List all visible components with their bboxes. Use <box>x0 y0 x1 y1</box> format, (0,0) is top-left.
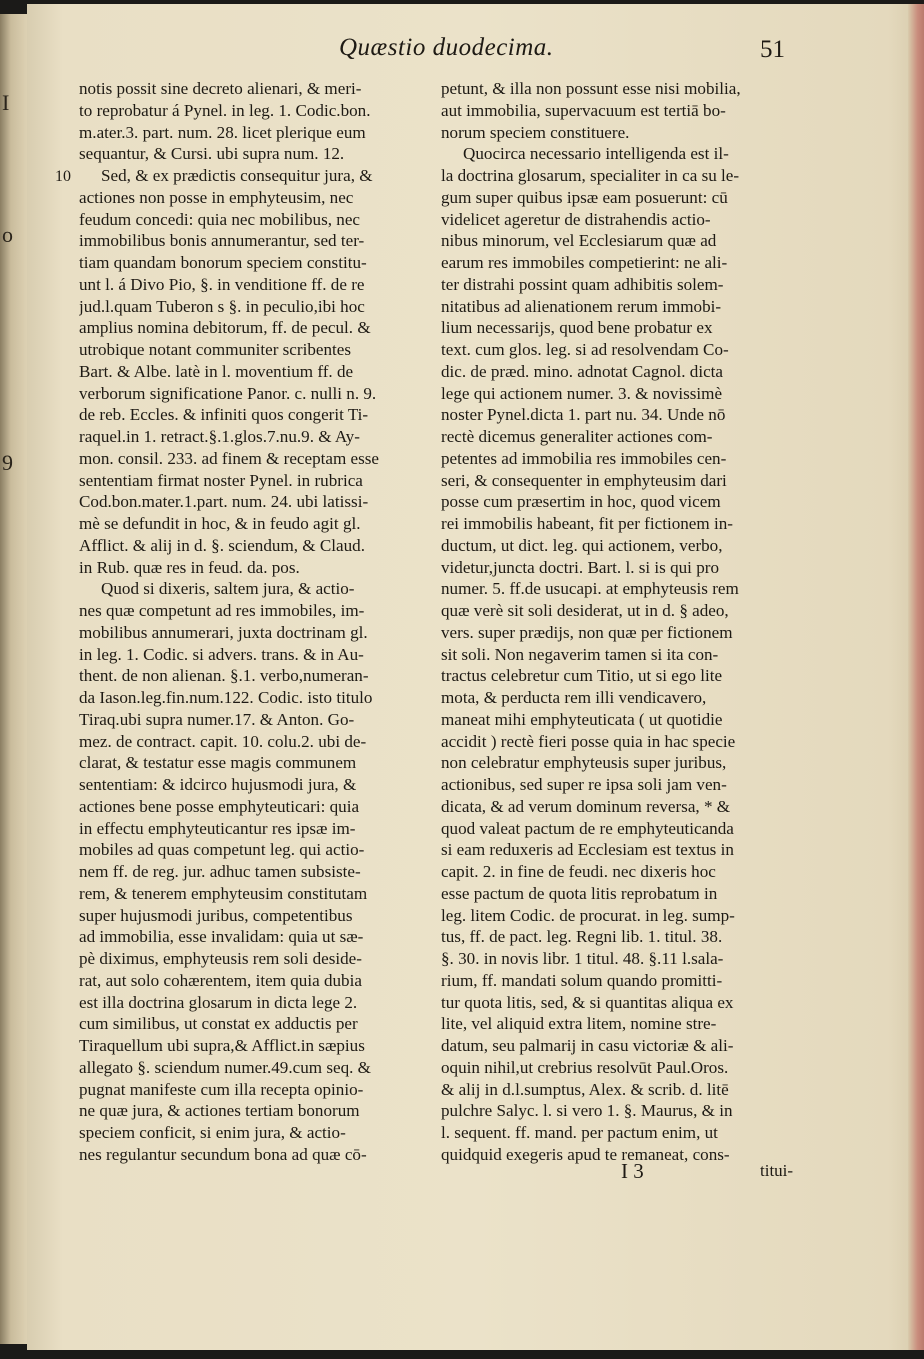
prev-page-mark: 9 <box>2 450 13 475</box>
text-line: in Rub. quæ res in feud. da. pos. <box>79 557 300 577</box>
text-line: gum super quibus ipsæ eam posuerunt: cū <box>441 187 728 207</box>
catchword: titui- <box>760 1161 794 1180</box>
text-line: quod valeat pactum de re emphyteuticanda <box>441 818 734 838</box>
text-line: non celebratur emphyteusis super juribus, <box>441 753 727 773</box>
text-line: Quod si dixeris, saltem jura, & actio- <box>101 579 355 599</box>
text-line: Quocirca necessario intelligenda est il- <box>463 144 729 164</box>
text-line: ne quæ jura, & actiones tertiam bonorum <box>79 1101 360 1121</box>
text-line: utrobique notant communiter scribentes <box>79 340 352 359</box>
text-line: de reb. Eccles. & infiniti quos congerit Ti- <box>79 405 369 425</box>
text-line: ad immobilia, esse invalidam: quia ut sæ- <box>79 927 364 947</box>
text-line: petentes ad immobilia res immobiles cen- <box>441 448 727 468</box>
text-line: rat, aut solo cohærentem, item quia dubia <box>79 970 362 990</box>
text-line: amplius nomina debitorum, ff. de pecul. & <box>79 318 371 338</box>
previous-page-edge <box>0 14 28 1344</box>
text-line: mè se defundit in hoc, & in feudo agit gl. <box>79 514 361 533</box>
text-line: videtur,juncta doctri. Bart. l. si is qui pro <box>441 557 719 577</box>
text-line: nibus minorum, vel Ecclesiarum quæ ad <box>441 231 717 251</box>
text-line: tractus celebretur cum Titio, ut si ego lite <box>441 666 723 686</box>
text-line: speciem conficit, si enim jura, & actio- <box>79 1123 346 1142</box>
text-line: earum res immobiles competierint: ne ali- <box>441 253 728 272</box>
text-line: posse cum præsertim in hoc, quod vicem <box>441 492 721 512</box>
text-line: vers. super prædijs, non quæ per fictionem <box>441 622 733 642</box>
text-line: actiones non posse in emphyteusim, nec <box>79 187 354 207</box>
text-line: da Iason.leg.fin.num.122. Codic. isto titulo <box>79 688 373 707</box>
text-line: sententiam: & idcirco hujusmodi jura, & <box>79 775 357 794</box>
text-line: nes quæ competunt ad res immobiles, im- <box>79 601 365 620</box>
text-line: dicata, & ad verum dominum reversa, * & <box>441 796 731 816</box>
text-line: mota, & perducta rem illi vendicavero, <box>441 688 707 707</box>
text-line: norum speciem constituere. <box>441 122 630 142</box>
text-line: quæ verè sit soli desiderat, ut in d. § adeo, <box>441 601 729 620</box>
text-line: pulchre Salyc. l. si vero 1. §. Maurus, & in <box>441 1101 733 1121</box>
text-line: immobilibus bonis annumerantur, sed ter- <box>79 231 365 251</box>
text-line: rei immobilis habeant, fit per fictionem in- <box>441 514 733 533</box>
text-line: tiam quandam bonorum speciem constitu- <box>79 253 367 272</box>
text-line: mon. consil. 233. ad finem & receptam esse <box>79 448 380 468</box>
text-line: si eam reduxeris ad Ecclesiam est textus in <box>441 840 734 860</box>
text-line: tus, ff. de pact. leg. Regni lib. 1. titul. 38. <box>441 927 723 947</box>
text-line: sequantur, & Cursi. ubi supra num. 12. <box>79 144 345 164</box>
text-line: sit soli. Non negaverim tamen si ita con- <box>441 644 719 664</box>
text-line: cum similibus, ut constat ex adductis per <box>79 1014 358 1034</box>
text-line: text. cum glos. leg. si ad resolvendam Co- <box>441 340 729 359</box>
text-line: noster Pynel.dicta 1. part nu. 34. Unde nō <box>441 405 726 425</box>
text-line: jud.l.quam Tuberon s §. in peculio,ibi hoc <box>79 296 365 316</box>
text-line: la doctrina glosarum, specialiter in ca su le- <box>441 166 740 185</box>
left-text-column <box>79 78 441 1166</box>
text-line: thent. de non alienan. §.1. verbo,numeran- <box>79 666 369 686</box>
text-line: verborum significatione Panor. c. nulli n. 9. <box>79 383 377 403</box>
text-line: m.ater.3. part. num. 28. licet plerique eum <box>79 122 366 142</box>
text-line: numer. 5. ff.de usucapi. at emphyteusis rem <box>441 579 739 599</box>
prev-page-mark: I <box>2 90 10 115</box>
text-line: notis possit sine decreto alienari, & meri- <box>79 79 362 98</box>
text-line: tur quota litis, sed, & si quantitas aliqua ex <box>441 992 734 1012</box>
signature-mark: I 3 <box>621 1159 644 1183</box>
text-line: Bart. & Albe. latè in l. moventium ff. de <box>79 361 354 381</box>
text-line: accidit ) rectè fieri posse quia in hac specie <box>441 731 736 751</box>
text-line: capit. 2. in fine de feudi. nec dixeris hoc <box>441 862 716 881</box>
text-line: ductum, ut dict. leg. qui actionem, verbo, <box>441 535 723 555</box>
text-line: datum, seu palmarij in casu victoriæ & ali- <box>441 1036 734 1055</box>
text-line: super hujusmodi juribus, competentibus <box>79 905 353 925</box>
text-line: lege qui actionem numer. 3. & novissimè <box>441 383 723 403</box>
text-line: Cod.bon.mater.1.part. num. 24. ubi latissi- <box>79 492 369 512</box>
text-line: pè diximus, emphyteusis rem soli deside- <box>79 949 362 968</box>
text-line: & alij in d.l.sumptus, Alex. & scrib. d. litē <box>441 1079 729 1099</box>
text-line: esse pactum de quota litis reprobatum in <box>441 883 718 903</box>
text-line: Sed, & ex prædictis consequitur jura, & <box>101 166 373 185</box>
text-line: allegato §. sciendum numer.49.cum seq. & <box>79 1057 371 1077</box>
text-line: unt l. á Divo Pio, §. in venditione ff. de re <box>79 274 365 294</box>
text-line: aut immobilia, supervacuum est tertiā bo- <box>441 100 726 120</box>
text-line: Tiraq.ubi supra numer.17. & Anton. Go- <box>79 709 355 729</box>
text-line: leg. litem Codic. de procurat. in leg. sump- <box>441 905 735 925</box>
text-line: actiones bene posse emphyteuticari: quia <box>79 796 360 816</box>
text-line: rem, & tenerem emphyteusim constitutam <box>79 883 368 903</box>
text-line: to reprobatur á Pynel. in leg. 1. Codic.bon. <box>79 100 371 120</box>
margin-line-number: 10 <box>55 168 71 185</box>
book-page <box>27 4 924 1350</box>
text-line: ter distrahi possint quam adhibitis solem- <box>441 274 724 294</box>
text-line: rectè dicemus generaliter actiones com- <box>441 427 713 446</box>
text-line: mobilibus annumerari, juxta doctrinam gl. <box>79 622 368 642</box>
text-line: §. 30. in novis libr. 1 titul. 48. §.11 l.sala- <box>441 949 724 968</box>
text-line: feudum concedi: quia nec mobilibus, nec <box>79 209 361 229</box>
text-line: nitatibus ad alienationem rerum immobi- <box>441 296 722 316</box>
text-line: videlicet ageretur de distrahendis actio- <box>441 209 711 229</box>
running-title: Quæstio duodecima. <box>339 34 554 61</box>
text-line: rium, ff. mandati solum quando promitti- <box>441 970 723 990</box>
text-line: clarat, & testatur esse magis communem <box>79 753 357 773</box>
text-line: raquel.in 1. retract.§.1.glos.7.nu.9. & Ay- <box>79 427 360 446</box>
text-line: est illa doctrina glosarum in dicta lege 2. <box>79 992 358 1012</box>
text-line: dic. de præd. mino. adnotat Cagnol. dicta <box>441 361 723 381</box>
text-line: in leg. 1. Codic. si advers. trans. & in Au- <box>79 644 364 664</box>
text-line: sententiam firmat noster Pynel. in rubrica <box>79 470 363 490</box>
text-line: in effectu emphyteuticantur res ipsæ im- <box>79 818 356 838</box>
text-line: nem ff. de reg. jur. adhuc tamen subsiste- <box>79 862 361 881</box>
text-line: nes regulantur secundum bona ad quæ cō- <box>79 1144 367 1164</box>
text-line: l. sequent. ff. mand. per pactum enim, ut <box>441 1123 718 1142</box>
text-line: actionibus, sed super re ipsa soli jam ven- <box>441 775 727 794</box>
page-edge <box>908 4 924 1350</box>
text-line: seri, & consequenter in emphyteusim dari <box>441 470 727 490</box>
text-line: Tiraquellum ubi supra,& Afflict.in sæpius <box>79 1036 365 1055</box>
text-line: mez. de contract. capit. 10. colu.2. ubi de- <box>79 731 367 751</box>
prev-page-mark: o <box>2 222 13 247</box>
right-text-column <box>441 78 816 1166</box>
text-line: petunt, & illa non possunt esse nisi mobilia, <box>441 79 741 98</box>
text-line: Afflict. & alij in d. §. sciendum, & Claud. <box>79 535 365 555</box>
page-number: 51 <box>760 36 785 63</box>
text-line: quidquid exegeris apud te remaneat, cons- <box>441 1144 730 1164</box>
text-line: pugnat manifeste cum illa recepta opinio- <box>79 1079 364 1099</box>
text-line: maneat mihi emphyteuticata ( ut quotidie <box>441 709 723 729</box>
text-line: oquin nihil,ut crebrius resolvūt Paul.Oros. <box>441 1057 729 1077</box>
text-line: lium necessarijs, quod bene probatur ex <box>441 318 713 338</box>
text-line: lite, vel aliquid extra litem, nomine stre- <box>441 1014 717 1034</box>
text-line: mobiles ad quas competunt leg. qui actio- <box>79 840 365 860</box>
